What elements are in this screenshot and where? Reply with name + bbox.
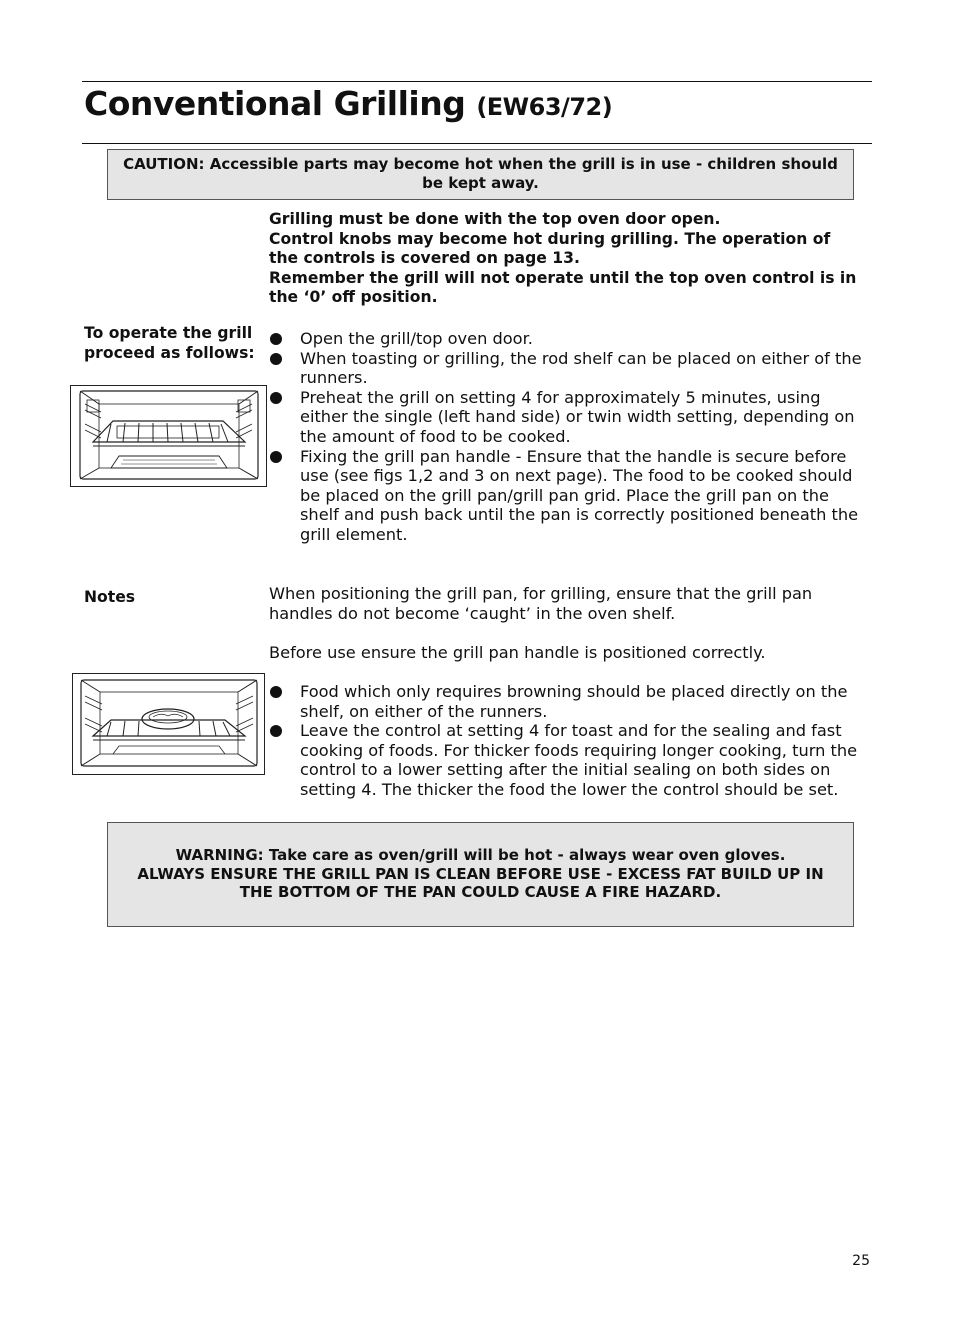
oven-shelf-illustration <box>71 386 266 486</box>
page-title <box>84 84 612 123</box>
bullet-icon <box>270 451 282 463</box>
warning-box <box>107 822 854 927</box>
top-rule <box>82 81 872 82</box>
notes-paragraph-1: When positioning the grill pan, for grilling, ensure that the grill pan handles do not become ‘caught’ in the oven shelf. <box>269 584 813 623</box>
operate-step-1: Open the grill/top oven door. <box>300 329 533 348</box>
list-item <box>269 329 866 349</box>
bullet-icon <box>270 333 282 345</box>
notes-bullets-list <box>269 682 866 800</box>
warning-line-1: WARNING: Take care as oven/grill will be hot - always wear oven gloves. <box>175 846 786 864</box>
bullet-icon <box>270 725 282 737</box>
intro-line-2: Control knobs may become hot during grilling. The operation of the controls is covered on page 13. <box>269 229 831 267</box>
list-item <box>269 721 866 799</box>
notes-bullet-1: Food which only requires browning should be placed directly on the shelf, on either of the runners. <box>300 682 848 721</box>
oven-food-figure <box>72 673 265 775</box>
operate-step-3: Preheat the grill on setting 4 for approximately 5 minutes, using either the single (left hand side) or twin width setting, depending on the amount of food to be cooked. <box>300 387 855 446</box>
bullet-icon <box>270 392 282 404</box>
list-item <box>269 682 866 721</box>
notes-paragraph-2: Before use ensure the grill pan handle is positioned correctly. <box>269 643 766 662</box>
title-model: (EW63/72) <box>476 93 613 121</box>
warning-line-2: ALWAYS ENSURE THE GRILL PAN IS CLEAN BEFORE USE - EXCESS FAT BUILD UP IN THE BOTTOM OF THE PAN COULD CAUSE A FIRE HAZARD. <box>137 864 824 901</box>
caution-text: CAUTION: Accessible parts may become hot when the grill is in use - children should be kept away. <box>123 155 838 192</box>
oven-shelf-figure <box>70 385 267 487</box>
intro-text <box>269 210 864 308</box>
page-number: 25 <box>852 1253 870 1269</box>
list-item <box>269 388 866 447</box>
caution-box <box>107 149 854 200</box>
notes-bullet-2: Leave the control at setting 4 for toast and for the sealing and fast cooking of foods. For thicker foods requiring longer cooking, turn the control to a lower setting after the initial sealing on both sides on setting 4. The thicker the food the lower the control should be set. <box>300 721 858 799</box>
operate-step-4: Fixing the grill pan handle - Ensure that the handle is secure before use (see figs 1,2 and 3 on next page). The food to be cooked should be placed on the grill pan/grill pan grid. Place the grill pan on the shelf and push back until the pan is correctly positioned beneath the grill element. <box>300 446 859 544</box>
intro-line-3: Remember the grill will not operate until the top oven control is in the ‘0’ off position. <box>269 268 857 306</box>
notes-label: Notes <box>84 588 136 606</box>
title-rule <box>82 143 872 144</box>
list-item <box>269 447 866 545</box>
bullet-icon <box>270 686 282 698</box>
operate-step-2: When toasting or grilling, the rod shelf can be placed on either of the runners. <box>300 348 862 388</box>
oven-food-illustration <box>73 674 264 774</box>
bullet-icon <box>270 353 282 365</box>
list-item <box>269 349 866 388</box>
intro-line-1: Grilling must be done with the top oven door open. <box>269 210 721 228</box>
operate-steps-list <box>269 329 866 545</box>
operate-label: To operate the grill proceed as follows: <box>84 324 255 362</box>
title-main: Conventional Grilling <box>84 84 466 123</box>
